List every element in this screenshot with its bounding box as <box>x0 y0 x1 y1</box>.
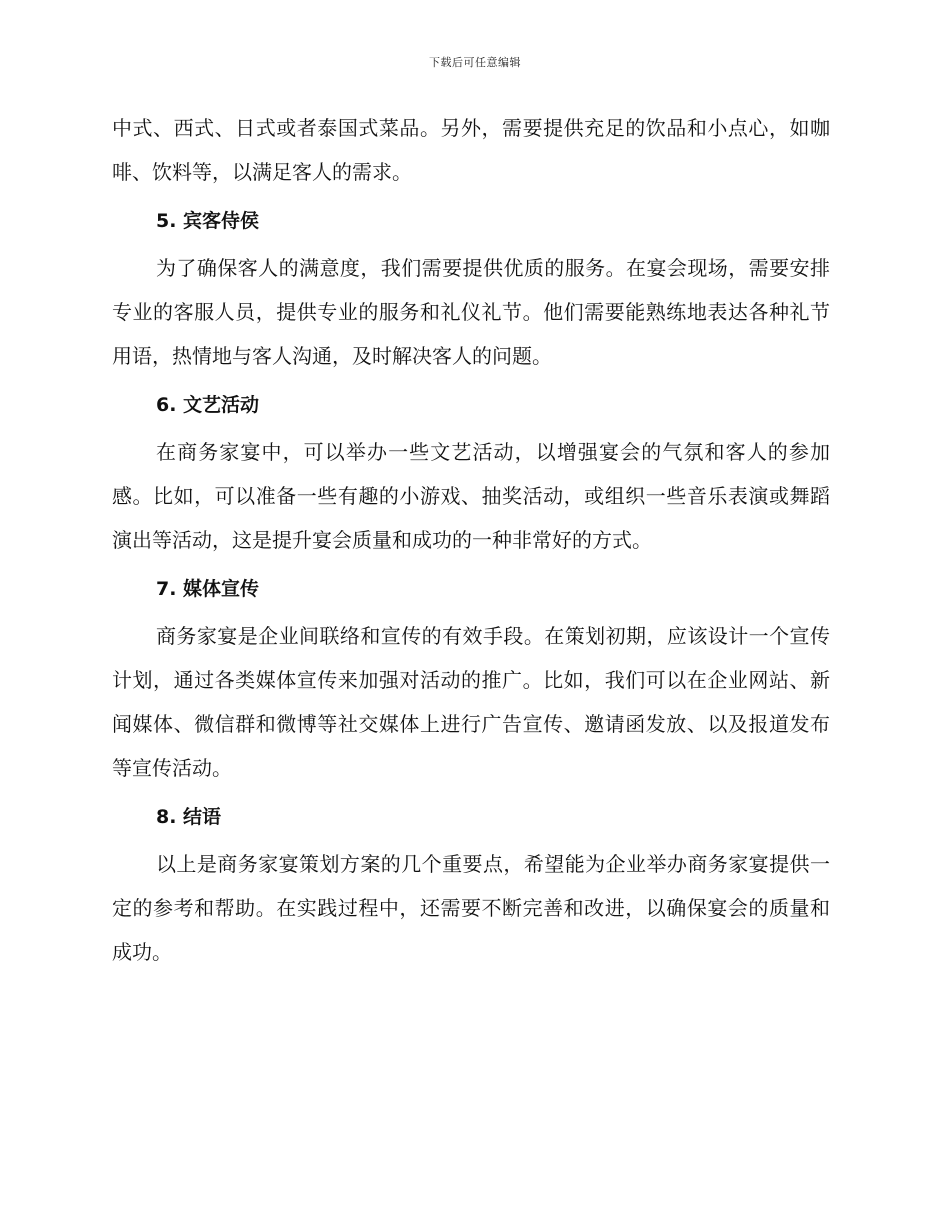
section-paragraph: 商务家宴是企业间联络和宣传的有效手段。在策划初期，应该设计一个宣传计划，通过各类媒体宣传来加强对活动的推广。比如，我们可以在企业网站、新闻媒体、微信群和微博等社交媒体上进行广告宣传、邀请函发放、以及报道发布等宣传活动。 <box>112 624 830 780</box>
section-heading: 8. 结语 <box>156 806 222 828</box>
section-media-promotion <box>112 572 830 790</box>
section-conclusion <box>112 800 830 974</box>
section-heading: 6. 文艺活动 <box>156 394 260 416</box>
section-heading: 5. 宾客侍侯 <box>156 210 260 232</box>
document-body <box>112 106 830 974</box>
section-paragraph: 在商务家宴中，可以举办一些文艺活动，以增强宴会的气氛和客人的参加感。比如，可以准备一些有趣的小游戏、抽奖活动，或组织一些音乐表演或舞蹈演出等活动，这是提升宴会质量和成功的一种非常好的方式。 <box>112 440 830 552</box>
section-entertainment <box>112 388 830 562</box>
intro-paragraph: 中式、西式、日式或者泰国式菜品。另外，需要提供充足的饮品和小点心，如咖啡、饮料等，以满足客人的需求。 <box>112 116 830 184</box>
section-paragraph: 为了确保客人的满意度，我们需要提供优质的服务。在宴会现场，需要安排专业的客服人员，提供专业的服务和礼仪礼节。他们需要能熟练地表达各种礼节用语，热情地与客人沟通，及时解决客人的问题。 <box>112 256 830 368</box>
section-paragraph: 以上是商务家宴策划方案的几个重要点，希望能为企业举办商务家宴提供一定的参考和帮助。在实践过程中，还需要不断完善和改进，以确保宴会的质量和成功。 <box>112 852 830 964</box>
section-heading: 7. 媒体宣传 <box>156 578 260 600</box>
page-header: 下载后可任意编辑 <box>429 56 521 69</box>
section-guest-service <box>112 204 830 378</box>
